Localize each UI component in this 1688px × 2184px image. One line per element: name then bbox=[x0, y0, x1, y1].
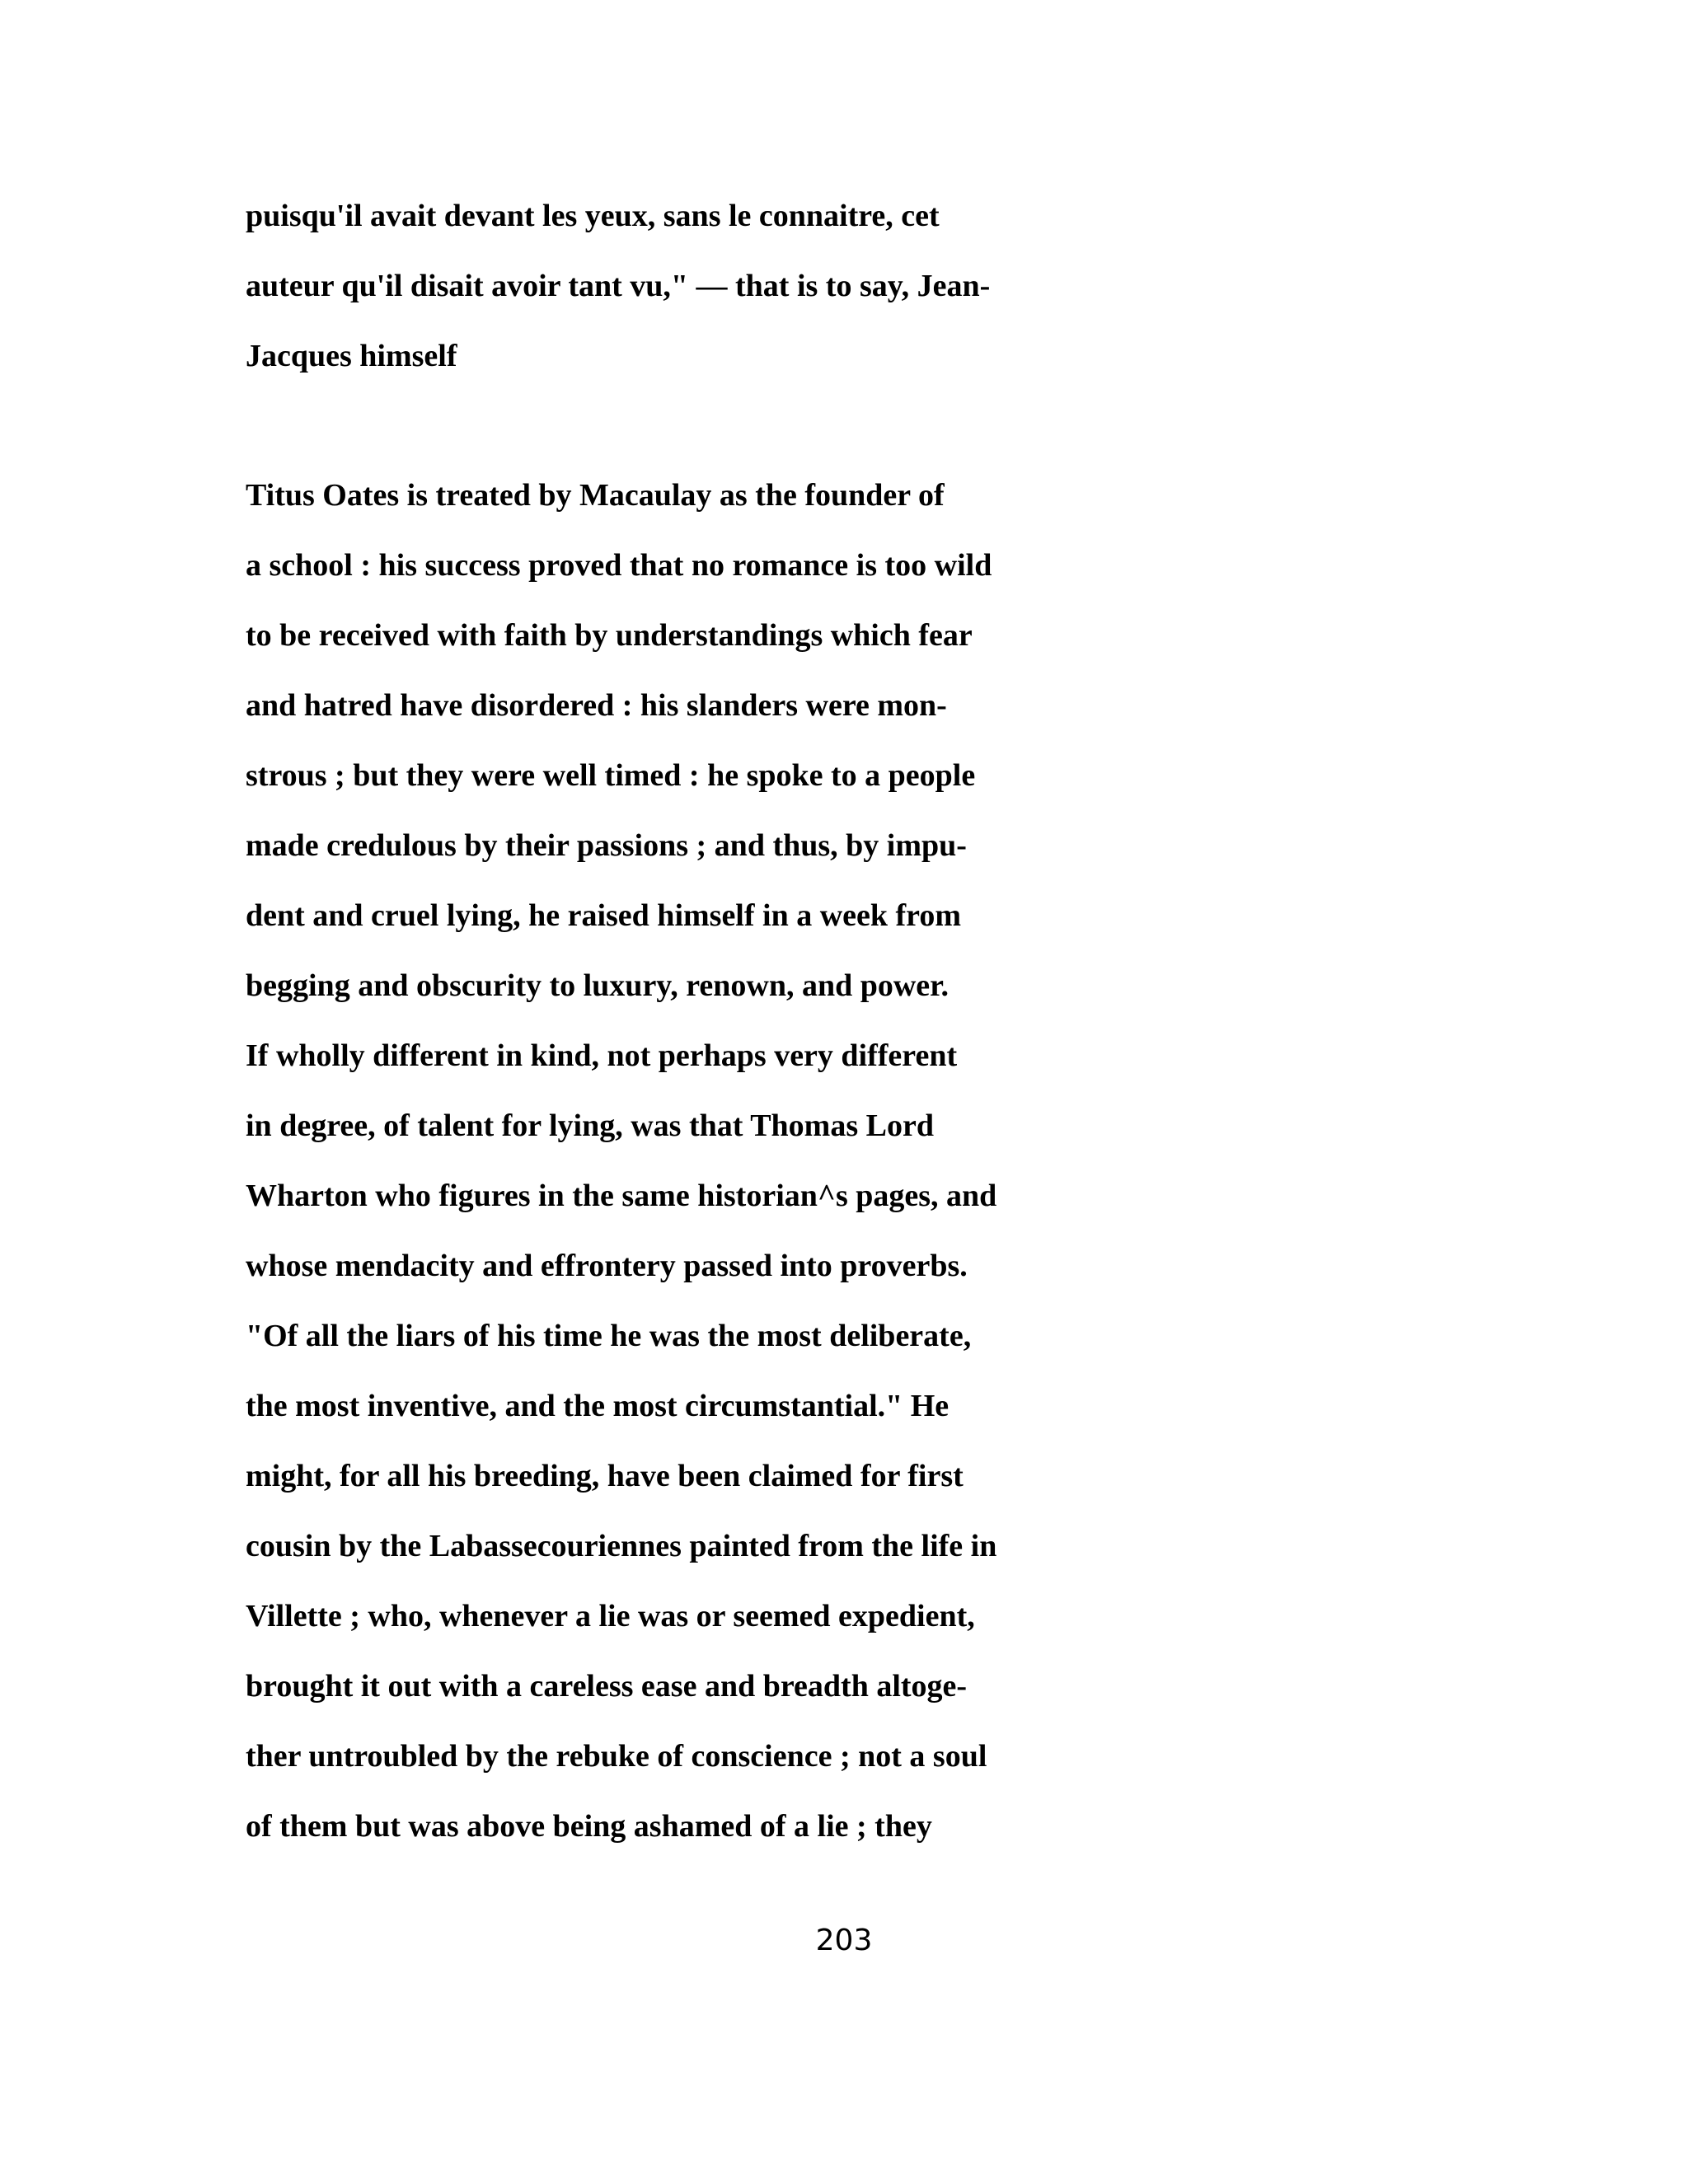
text-line: Villette ; who, whenever a lie was or seemed expedient, bbox=[246, 1599, 975, 1633]
text-line: strous ; but they were well timed : he spoke to a people bbox=[246, 758, 976, 793]
text-line: and hatred have disordered : his slanders were mon- bbox=[246, 688, 947, 723]
text-line: puisqu'il avait devant les yeux, sans le connaitre, cet bbox=[246, 199, 940, 233]
text-line: of them but was above being ashamed of a lie ; they bbox=[246, 1809, 932, 1844]
paragraph-2 bbox=[246, 461, 1482, 1862]
text-line: "Of all the liars of his time he was the most deliberate, bbox=[246, 1319, 972, 1353]
text-line: made credulous by their passions ; and thus, by impu- bbox=[246, 828, 967, 863]
text-line: Wharton who figures in the same historian^s pages, and bbox=[246, 1179, 997, 1213]
text-line: Titus Oates is treated by Macaulay as the founder of bbox=[246, 478, 945, 513]
text-line: If wholly different in kind, not perhaps very different bbox=[246, 1038, 958, 1073]
text-line: auteur qu'il disait avoir tant vu," — that is to say, Jean- bbox=[246, 269, 991, 303]
text-line: ther untroubled by the rebuke of conscience ; not a soul bbox=[246, 1739, 987, 1774]
paragraph-1 bbox=[246, 181, 1482, 391]
text-line: begging and obscurity to luxury, renown, and power. bbox=[246, 968, 950, 1003]
text-line: a school : his success proved that no romance is too wild bbox=[246, 548, 992, 583]
text-line: might, for all his breeding, have been claimed for first bbox=[246, 1459, 964, 1493]
text-line: brought it out with a careless ease and breadth altoge- bbox=[246, 1669, 968, 1704]
text-line: the most inventive, and the most circumstantial." He bbox=[246, 1389, 950, 1423]
text-line: Jacques himself bbox=[246, 339, 457, 373]
text-line: to be received with faith by understandings which fear bbox=[246, 618, 973, 653]
text-line: cousin by the Labassecouriennes painted from the life in bbox=[246, 1529, 997, 1563]
page-number: 203 bbox=[815, 1924, 873, 1957]
text-line: whose mendacity and effrontery passed into proverbs. bbox=[246, 1249, 968, 1283]
text-line: in degree, of talent for lying, was that Thomas Lord bbox=[246, 1108, 934, 1143]
text-line: dent and cruel lying, he raised himself in a week from bbox=[246, 898, 962, 933]
